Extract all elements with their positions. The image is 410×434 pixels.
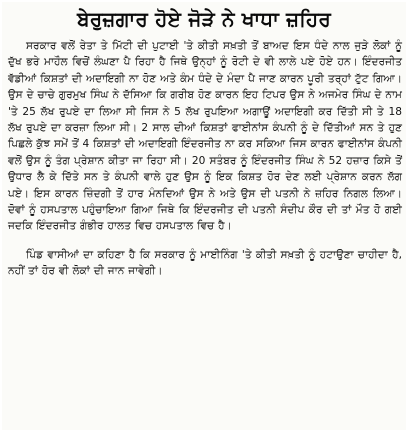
- paragraph-villagers: ਪਿੰਡ ਵਾਸੀਆਂ ਦਾ ਕਹਿਣਾ ਹੈ ਕਿ ਸਰਕਾਰ ਨੂੰ ਮਾਈਨਿੰਗ 'ਤੇ ਕੀਤੀ ਸਖ਼ਤੀ ਨੂੰ ਹਟਾਉਣਾ ਚਾਹੀਦਾ ਹੈ, ਨਹੀਂ ਤਾਂ ਹੋਰ ਵੀ ਲੋਕਾਂ ਦੀ ਜਾਨ ਜਾਵੇਗੀ।: [8, 248, 402, 278]
- paragraph-main: ਸਰਕਾਰ ਵਲੋਂ ਰੇਤਾ ਤੇ ਮਿੱਟੀ ਦੀ ਪੁਟਾਈ 'ਤੇ ਕੀਤੀ ਸਖ਼ਤੀ ਤੋਂ ਬਾਅਦ ਇਸ ਧੰਦੇ ਨਾਲ ਜੁੜੇ ਲੋਕਾਂ ਨੂੰ ਦੁੱਖ ਭਰੇ ਮਾਹੌਲ ਵਿਚੋਂ ਲੰਘਣਾ ਪੈ ਰਿਹਾ ਹੈ ਜਿਥੇ ਉਨ੍ਹਾਂ ਨੂੰ ਰੋਟੀ ਦੇ ਵੀ ਲਾਲੇ ਪਏ ਹੋਏ ਹਨ। ਇੰਦਰਜੀਤ ਵੱਡੀਆਂ ਕਿਸ਼ਤਾਂ ਦੀ ਅਦਾਇਗੀ ਨਾ ਹੋਣ ਅਤੇ ਕੰਮ ਧੰਦੇ ਦੇ ਮੰਦਾ ਪੈ ਜਾਣ ਕਾਰਨ ਪੂਰੀ ਤਰ੍ਹਾਂ ਟੁੱਟ ਗਿਆ। ਉਸ ਦੇ ਚਾਚੇ ਗੁਰਮੁਖ ਸਿੰਘ ਨੇ ਦੱਸਿਆ ਕਿ ਗਰੀਬ ਹੋਣ ਕਾਰਨ ਇਹ ਟਿਪਰ ਉਸ ਨੇ ਅਜਮੇਰ ਸਿੰਘ ਦੇ ਨਾਮ 'ਤੇ 25 ਲੱਖ ਰੁਪਏ ਦਾ ਲਿਆ ਸੀ ਜਿਸ ਨੇ 5 ਲੱਖ ਰੁਪਇਆ ਅਗਾਊਂ ਅਦਾਇਗੀ ਕਰ ਦਿੱਤੀ ਸੀ ਤੇ 18 ਲੱਖ ਰੁਪਏ ਦਾ ਕਰਜ਼ਾ ਲਿਆ ਸੀ। 2 ਸਾਲ ਦੀਆਂ ਕਿਸ਼ਤਾਂ ਫਾਈਨਾਂਸ ਕੰਪਨੀ ਨੂੰ ਦੇ ਦਿੱਤੀਆਂ ਸਨ ਤੇ ਹੁਣ ਪਿਛਲੇ ਕੁੱਝ ਸਮੇਂ ਤੋਂ 4 ਕਿਸ਼ਤਾਂ ਦੀ ਅਦਾਇਗੀ ਇੰਦਰਜੀਤ ਨਾ ਕਰ ਸਕਿਆ ਜਿਸ ਕਾਰਨ ਫਾਈਨਾਂਸ ਕੰਪਨੀ ਵਲੋਂ ਉਸ ਨੂੰ ਤੰਗ ਪ੍ਰੇਸ਼ਾਨ ਕੀਤਾ ਜਾ ਰਿਹਾ ਸੀ। 20 ਸਤੰਬਰ ਨੂੰ ਇੰਦਰਜੀਤ ਸਿੰਘ ਨੇ 52 ਹਜ਼ਾਰ ਕਿਸੇ ਤੋਂ ਉਧਾਰ ਲੈ ਕੇ ਦਿੱਤੇ ਸਨ ਤੇ ਕੰਪਨੀ ਵਾਲੇ ਹੁਣ ਉਸ ਨੂੰ ਇਕ ਕਿਸ਼ਤ ਹੋਰ ਦੇਣ ਲਈ ਪ੍ਰੇਸ਼ਾਨ ਕਰਨ ਲੱਗ ਪਏ। ਇਸ ਕਾਰਨ ਜ਼ਿੰਦਗੀ ਤੋਂ ਹਾਰ ਮੰਨਦਿਆਂ ਉਸ ਨੇ ਅਤੇ ਉਸ ਦੀ ਪਤਨੀ ਨੇ ਜ਼ਹਿਰ ਨਿਗਲ ਲਿਆ। ਦੋਵਾਂ ਨੂੰ ਹਸਪਤਾਲ ਪਹੁੰਚਾਇਆ ਗਿਆ ਜਿਥੇ ਕਿ ਇੰਦਰਜੀਤ ਦੀ ਪਤਨੀ ਸੰਦੀਪ ਕੌਰ ਦੀ ਤਾਂ ਮੌਤ ਹੋ ਗਈ ਜਦਕਿ ਇੰਦਰਜੀਤ ਗੰਭੀਰ ਹਾਲਤ ਵਿਚ ਹਸਪਤਾਲ ਵਿਚ ਹੈ।: [8, 40, 402, 233]
- news-clipping: [2, 2, 406, 430]
- article-body: [8, 38, 402, 280]
- headline: ਬੇਰੁਜ਼ਗਾਰ ਹੋਏ ਜੋੜੇ ਨੇ ਖਾਧਾ ਜ਼ਹਿਰ: [77, 7, 331, 31]
